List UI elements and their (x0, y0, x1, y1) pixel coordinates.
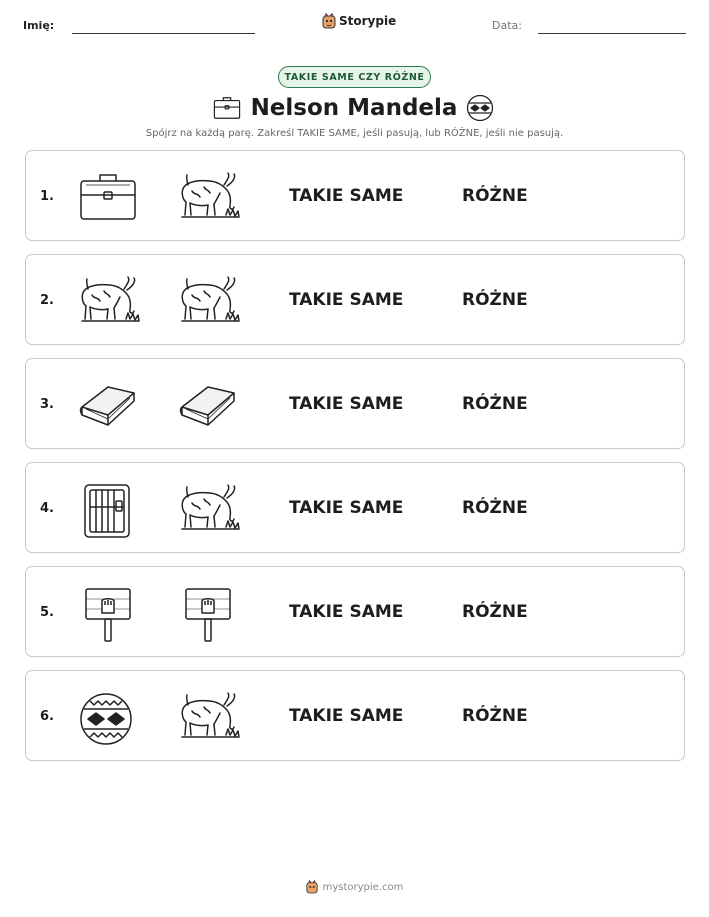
option-same[interactable]: TAKIE SAME (289, 706, 404, 726)
cow-icon (178, 275, 242, 327)
exercise-row (25, 150, 685, 241)
option-different[interactable]: RÓŻNE (462, 186, 528, 206)
name-label: Imię: (23, 19, 55, 32)
option-different[interactable]: RÓŻNE (462, 498, 528, 518)
exercise-list (25, 150, 685, 774)
protest-sign-icon (178, 587, 242, 639)
footer (0, 880, 709, 894)
option-same[interactable]: TAKIE SAME (289, 186, 404, 206)
exercise-row (25, 670, 685, 761)
option-same[interactable]: TAKIE SAME (289, 394, 404, 414)
exercise-row (25, 358, 685, 449)
cow-icon (178, 483, 242, 535)
beaded-pattern-icon (466, 94, 494, 122)
option-different[interactable]: RÓŻNE (462, 706, 528, 726)
beaded-pattern-icon (78, 691, 138, 743)
protest-sign-icon (78, 587, 138, 639)
option-different[interactable]: RÓŻNE (462, 602, 528, 622)
option-same[interactable]: TAKIE SAME (289, 498, 404, 518)
option-different[interactable]: RÓŻNE (462, 394, 528, 414)
row-number: 3. (40, 397, 54, 412)
book-icon (78, 379, 138, 431)
exercise-row (25, 566, 685, 657)
footer-url[interactable]: mystorypie.com (322, 881, 404, 893)
name-input-line[interactable] (72, 33, 255, 34)
row-number: 6. (40, 709, 54, 724)
instructions: Spójrz na każdą parę. Zakreśl TAKIE SAME, jeśli pasują, lub RÓŻNE, jeśli nie pasują. (145, 128, 564, 139)
briefcase-icon (213, 95, 241, 121)
cell-door-icon (78, 483, 138, 535)
storypie-logo-icon (306, 880, 318, 894)
exercise-row (25, 462, 685, 553)
date-input-line[interactable] (538, 33, 686, 34)
option-same[interactable]: TAKIE SAME (289, 602, 404, 622)
cow-icon (78, 275, 138, 327)
storypie-logo-icon (322, 13, 336, 29)
briefcase-icon (78, 171, 138, 223)
row-number: 1. (40, 189, 54, 204)
brand (322, 13, 396, 29)
book-icon (178, 379, 242, 431)
cow-icon (178, 691, 242, 743)
option-same[interactable]: TAKIE SAME (289, 290, 404, 310)
row-number: 5. (40, 605, 54, 620)
exercise-row (25, 254, 685, 345)
option-different[interactable]: RÓŻNE (462, 290, 528, 310)
activity-type-badge: TAKIE SAME CZY RÓŻNE (278, 66, 431, 88)
row-number: 4. (40, 501, 54, 516)
brand-name: Storypie (339, 14, 397, 28)
title-row (0, 91, 709, 125)
row-number: 2. (40, 293, 54, 308)
cow-icon (178, 171, 242, 223)
date-label: Data: (492, 19, 522, 32)
page-title: Nelson Mandela (250, 95, 458, 121)
